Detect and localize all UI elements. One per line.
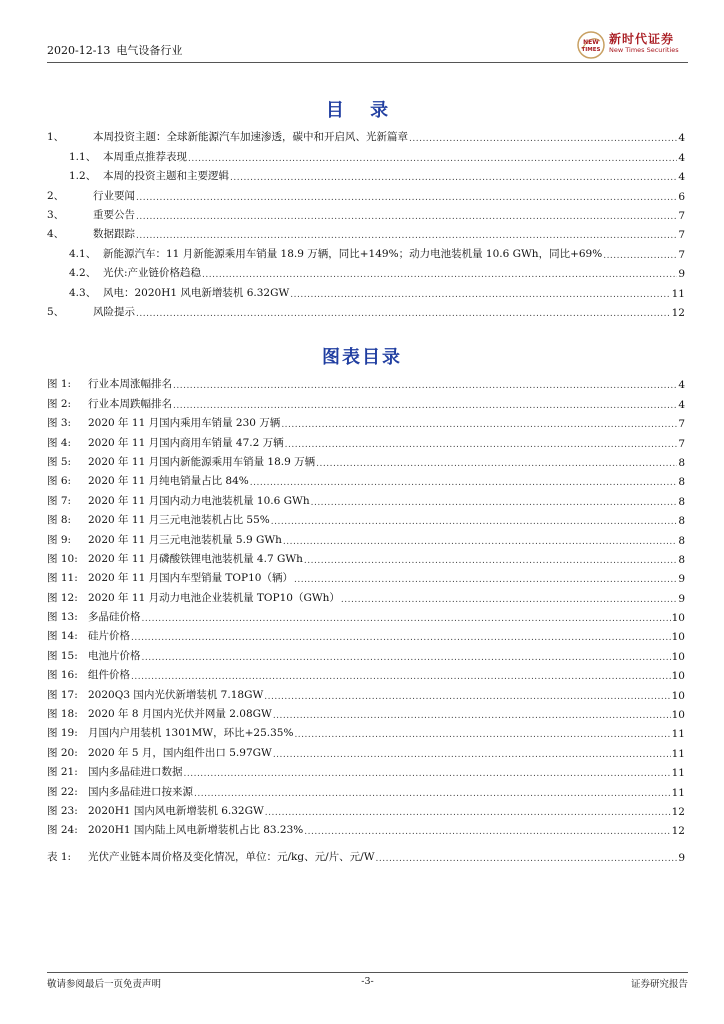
entry-title: 国内多晶硅进口按来源 bbox=[88, 785, 193, 798]
entry-page: 4 bbox=[678, 171, 685, 184]
figure-entry[interactable] bbox=[47, 488, 685, 507]
leader-dots bbox=[283, 537, 677, 547]
entry-number: 图 22: bbox=[47, 785, 78, 798]
entry-page: 9 bbox=[678, 268, 685, 281]
leader-dots bbox=[409, 134, 677, 144]
entry-number: 4.3、 bbox=[69, 286, 97, 299]
entry-title: 行业本周涨幅排名 bbox=[88, 378, 172, 391]
entry-title: 2020H1 国内风电新增装机 6.32GW bbox=[88, 804, 264, 817]
leader-dots bbox=[131, 633, 671, 643]
table-list bbox=[47, 845, 685, 864]
entry-number: 图 2: bbox=[47, 397, 72, 410]
leader-dots bbox=[142, 614, 671, 624]
entry-title: 2020H1 国内陆上风电新增装机占比 83.23% bbox=[88, 824, 304, 837]
entry-number: 5、 bbox=[47, 305, 65, 318]
entry-number: 图 10: bbox=[47, 552, 78, 565]
brand-name-cn: 新时代证券 bbox=[609, 32, 675, 46]
figure-entry[interactable] bbox=[47, 740, 685, 759]
figure-entry[interactable] bbox=[47, 585, 685, 604]
entry-page: 10 bbox=[671, 612, 685, 625]
entry-title: 2020 年 11 月国内动力电池装机量 10.6 GWh bbox=[88, 494, 310, 507]
toc-entry[interactable] bbox=[47, 183, 685, 202]
entry-title: 重要公告 bbox=[93, 208, 135, 221]
leader-dots bbox=[184, 769, 671, 779]
figure-entry[interactable] bbox=[47, 682, 685, 701]
entry-title: 2020 年 11 月三元电池装机占比 55% bbox=[88, 514, 270, 527]
entry-title: 行业本周跌幅排名 bbox=[88, 397, 172, 410]
leader-dots bbox=[273, 750, 671, 760]
entry-page: 7 bbox=[678, 248, 685, 261]
figure-entry[interactable] bbox=[47, 663, 685, 682]
figure-entry[interactable] bbox=[47, 411, 685, 430]
entry-title: 2020 年 5 月，国内组件出口 5.97GW bbox=[88, 746, 272, 759]
entry-title: 光伏产业链本周价格及变化情况，单位：元/kg、元/片、元/W bbox=[88, 851, 375, 864]
figure-entry[interactable] bbox=[47, 799, 685, 818]
entry-title: 本周重点推荐表现 bbox=[103, 150, 187, 163]
entry-title: 风险提示 bbox=[93, 305, 135, 318]
entry-number: 图 13: bbox=[47, 611, 78, 624]
leader-dots bbox=[271, 517, 678, 527]
entry-page: 4 bbox=[678, 398, 685, 411]
brand-name-en: New Times Securities bbox=[609, 46, 679, 54]
leader-dots bbox=[131, 672, 671, 682]
industry-name: 电气设备行业 bbox=[116, 44, 183, 57]
entry-number: 表 1: bbox=[47, 851, 72, 864]
entry-number: 图 14: bbox=[47, 630, 78, 643]
leader-dots bbox=[173, 381, 677, 391]
entry-page: 7 bbox=[678, 437, 685, 450]
toc-entry[interactable] bbox=[47, 222, 685, 241]
entry-number: 图 20: bbox=[47, 746, 78, 759]
toc-entry[interactable] bbox=[47, 261, 685, 280]
entry-title: 国内多晶硅进口数据 bbox=[88, 766, 183, 779]
entry-page: 11 bbox=[671, 287, 685, 300]
svg-text:TIMES: TIMES bbox=[581, 47, 601, 53]
entry-title: 2020 年 11 月国内商用车销量 47.2 万辆 bbox=[88, 436, 284, 449]
entry-title: 电池片价格 bbox=[88, 649, 141, 662]
leader-dots bbox=[136, 212, 677, 222]
figure-entry[interactable] bbox=[47, 430, 685, 449]
brand-logo bbox=[576, 30, 688, 60]
leader-dots bbox=[304, 827, 670, 837]
entry-number: 图 7: bbox=[47, 494, 72, 507]
entry-page: 4 bbox=[678, 379, 685, 392]
entry-page: 10 bbox=[671, 670, 685, 683]
leader-dots bbox=[136, 309, 671, 319]
leader-dots bbox=[136, 231, 677, 241]
entry-page: 11 bbox=[671, 786, 685, 799]
entry-page: 11 bbox=[671, 747, 685, 760]
entry-number: 图 11: bbox=[47, 572, 78, 585]
entry-number: 3、 bbox=[47, 208, 65, 221]
figure-entry[interactable] bbox=[47, 508, 685, 527]
entry-number: 图 23: bbox=[47, 804, 78, 817]
figure-entry[interactable] bbox=[47, 643, 685, 662]
entry-page: 8 bbox=[678, 553, 685, 566]
leader-dots bbox=[285, 440, 678, 450]
entry-number: 图 21: bbox=[47, 766, 78, 779]
figure-entry[interactable] bbox=[47, 391, 685, 410]
entry-page: 8 bbox=[678, 534, 685, 547]
entry-page: 7 bbox=[678, 209, 685, 222]
leader-dots bbox=[250, 478, 678, 488]
entry-number: 图 4: bbox=[47, 436, 72, 449]
toc-title: 目 录 bbox=[325, 100, 399, 121]
entry-page: 6 bbox=[678, 190, 685, 203]
leader-dots bbox=[341, 595, 677, 605]
entry-title: 新能源汽车：11 月新能源乘用车销量 18.9 万辆，同比+149%；动力电池装机量 10.6 GWh，同比+69% bbox=[103, 247, 603, 260]
entry-number: 图 24: bbox=[47, 824, 78, 837]
entry-number: 1.1、 bbox=[69, 150, 97, 163]
entry-title: 组件价格 bbox=[88, 669, 130, 682]
figures-title: 图表目录 bbox=[322, 347, 402, 368]
svg-text:NEW: NEW bbox=[583, 39, 599, 46]
leader-dots bbox=[265, 808, 671, 818]
leader-dots bbox=[304, 556, 677, 566]
entry-title: 2020 年 11 月国内乘用车销量 230 万辆 bbox=[88, 417, 281, 430]
page-number: -3- bbox=[361, 976, 374, 987]
leader-dots bbox=[281, 420, 677, 430]
entry-title: 2020 年 11 月磷酸铁锂电池装机量 4.7 GWh bbox=[88, 552, 303, 565]
figure-entry[interactable] bbox=[47, 605, 685, 624]
toc-entry[interactable] bbox=[47, 280, 685, 299]
figure-entry[interactable] bbox=[47, 372, 685, 391]
entry-title: 2020 年 11 月国内新能源乘用车销量 18.9 万辆 bbox=[88, 455, 316, 468]
entry-page: 10 bbox=[671, 650, 685, 663]
entry-title: 本周的投资主题和主要逻辑 bbox=[103, 170, 229, 183]
leader-dots bbox=[230, 173, 677, 183]
leader-dots bbox=[273, 711, 671, 721]
leader-dots bbox=[311, 498, 678, 508]
figure-entry[interactable] bbox=[47, 469, 685, 488]
toc-entry[interactable] bbox=[47, 164, 685, 183]
leader-dots bbox=[202, 270, 677, 280]
entry-page: 9 bbox=[678, 852, 685, 865]
figure-entry[interactable] bbox=[47, 760, 685, 779]
report-type: 证券研究报告 bbox=[630, 979, 688, 990]
entry-number: 图 3: bbox=[47, 417, 72, 430]
table-of-contents bbox=[47, 125, 685, 319]
entry-title: 本周投资主题：全球新能源汽车加速渗透，碳中和开启风、光新篇章 bbox=[93, 131, 408, 144]
entry-title: 硅片价格 bbox=[88, 630, 130, 643]
entry-number: 图 1: bbox=[47, 378, 72, 391]
entry-number: 图 12: bbox=[47, 591, 78, 604]
leader-dots bbox=[294, 575, 677, 585]
entry-page: 8 bbox=[678, 495, 685, 508]
entry-number: 图 18: bbox=[47, 708, 78, 721]
leader-dots bbox=[294, 730, 670, 740]
leader-dots bbox=[194, 789, 671, 799]
figure-entry[interactable] bbox=[47, 566, 685, 585]
entry-title: 行业要闻 bbox=[93, 189, 135, 202]
table-entry[interactable] bbox=[47, 845, 685, 864]
footer-divider bbox=[47, 972, 688, 973]
entry-number: 图 19: bbox=[47, 727, 78, 740]
leader-dots bbox=[136, 193, 677, 203]
entry-title: 2020 年 11 月纯电销量占比 84% bbox=[88, 475, 249, 488]
figure-entry[interactable] bbox=[47, 818, 685, 837]
leader-dots bbox=[316, 459, 677, 469]
leader-dots bbox=[188, 154, 677, 164]
figure-entry[interactable] bbox=[47, 527, 685, 546]
entry-number: 图 8: bbox=[47, 514, 72, 527]
entry-page: 4 bbox=[678, 151, 685, 164]
leader-dots bbox=[603, 251, 677, 261]
figure-entry[interactable] bbox=[47, 547, 685, 566]
entry-title: 数据跟踪 bbox=[93, 228, 135, 241]
figure-entry[interactable] bbox=[47, 779, 685, 798]
entry-title: 2020 年 11 月动力电池企业装机量 TOP10（GWh） bbox=[88, 591, 340, 604]
entry-page: 8 bbox=[678, 515, 685, 528]
new-times-logo-icon bbox=[576, 30, 606, 60]
page-header bbox=[47, 32, 688, 62]
entry-page: 7 bbox=[678, 229, 685, 242]
report-date: 2020-12-13 bbox=[47, 44, 111, 57]
entry-title: 2020 年 11 月国内车型销量 TOP10（辆） bbox=[88, 572, 293, 585]
toc-entry[interactable] bbox=[47, 144, 685, 163]
entry-title: 光伏:产业链价格趋稳 bbox=[103, 267, 202, 280]
figure-entry[interactable] bbox=[47, 702, 685, 721]
entry-page: 4 bbox=[678, 132, 685, 145]
leader-dots bbox=[376, 854, 678, 864]
entry-page: 12 bbox=[671, 805, 685, 818]
toc-entry[interactable] bbox=[47, 125, 685, 144]
toc-entry[interactable] bbox=[47, 203, 685, 222]
toc-entry[interactable] bbox=[47, 241, 685, 260]
toc-entry[interactable] bbox=[47, 300, 685, 319]
entry-title: 多晶硅价格 bbox=[88, 611, 141, 624]
entry-title: 2020Q3 国内光伏新增装机 7.18GW bbox=[88, 688, 264, 701]
entry-number: 图 5: bbox=[47, 455, 72, 468]
entry-page: 10 bbox=[671, 709, 685, 722]
entry-page: 8 bbox=[678, 456, 685, 469]
leader-dots bbox=[290, 290, 670, 300]
page-footer bbox=[47, 976, 688, 990]
entry-title: 2020 年 11 月三元电池装机量 5.9 GWh bbox=[88, 533, 282, 546]
entry-number: 图 6: bbox=[47, 475, 72, 488]
entry-page: 12 bbox=[671, 306, 685, 319]
leader-dots bbox=[264, 692, 670, 702]
entry-number: 4.1、 bbox=[69, 247, 97, 260]
figure-entry[interactable] bbox=[47, 624, 685, 643]
entry-number: 图 9: bbox=[47, 533, 72, 546]
entry-title: 风电：2020H1 风电新增装机 6.32GW bbox=[103, 286, 290, 299]
entry-title: 2020 年 8 月国内光伏并网量 2.08GW bbox=[88, 708, 272, 721]
entry-number: 图 17: bbox=[47, 688, 78, 701]
header-date-industry bbox=[47, 42, 182, 58]
figure-list bbox=[47, 372, 685, 837]
entry-number: 图 16: bbox=[47, 669, 78, 682]
disclaimer-note: 敬请参阅最后一页免责声明 bbox=[47, 979, 162, 990]
entry-page: 9 bbox=[678, 573, 685, 586]
entry-title: 月国内户用装机 1301MW，环比+25.35% bbox=[88, 727, 294, 740]
entry-number: 1.2、 bbox=[69, 170, 97, 183]
entry-number: 1、 bbox=[47, 131, 65, 144]
figure-entry[interactable] bbox=[47, 450, 685, 469]
leader-dots bbox=[142, 653, 671, 663]
header-divider bbox=[47, 62, 688, 63]
leader-dots bbox=[173, 401, 677, 411]
figure-entry[interactable] bbox=[47, 721, 685, 740]
entry-page: 7 bbox=[678, 418, 685, 431]
entry-number: 4.2、 bbox=[69, 267, 97, 280]
entry-number: 2、 bbox=[47, 189, 65, 202]
entry-page: 8 bbox=[678, 476, 685, 489]
entry-page: 11 bbox=[671, 767, 685, 780]
entry-page: 9 bbox=[678, 592, 685, 605]
entry-page: 12 bbox=[671, 825, 685, 838]
entry-number: 4、 bbox=[47, 228, 65, 241]
entry-page: 11 bbox=[671, 728, 685, 741]
entry-page: 10 bbox=[671, 689, 685, 702]
entry-number: 图 15: bbox=[47, 649, 78, 662]
entry-page: 10 bbox=[671, 631, 685, 644]
